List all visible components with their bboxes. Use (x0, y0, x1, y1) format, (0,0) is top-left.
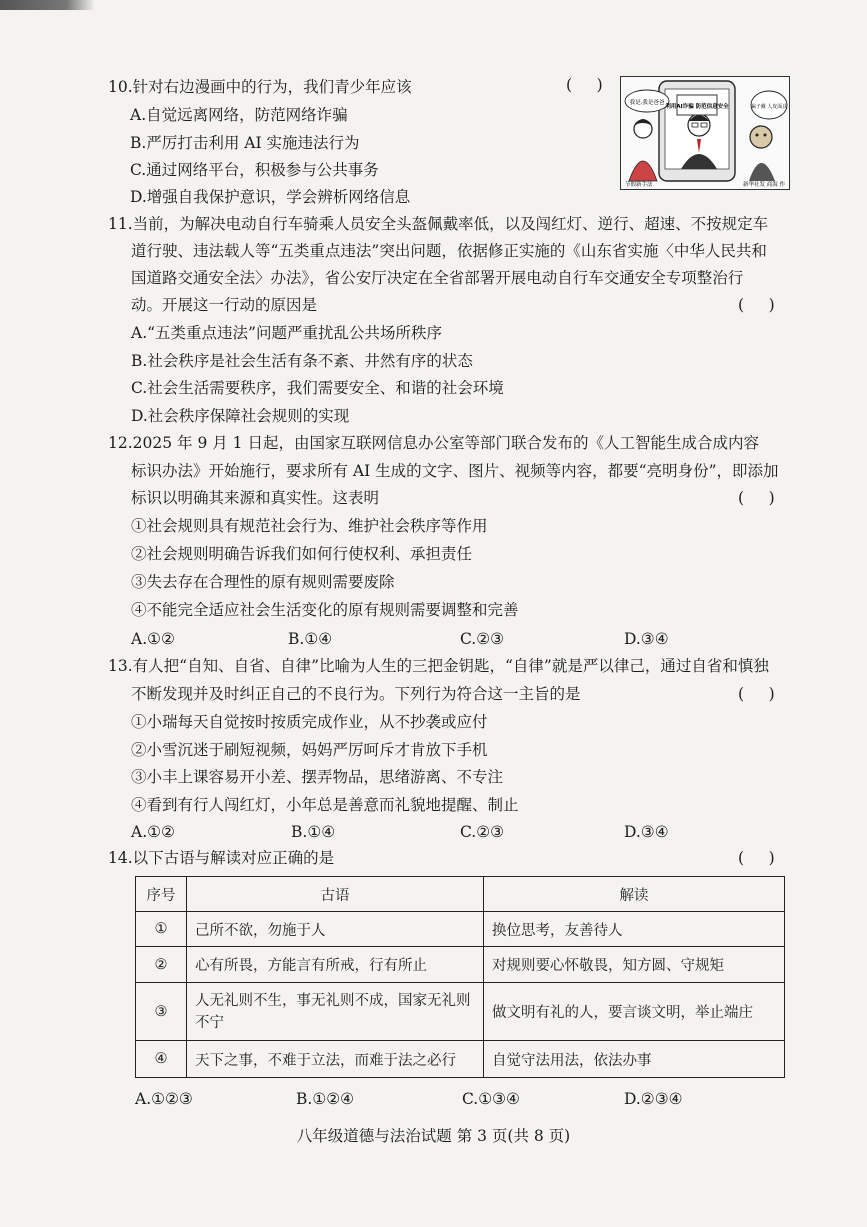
q13-answer-paren[interactable]: ( ) (738, 685, 775, 703)
row-no: ① (136, 912, 187, 947)
q14-stem: 14.以下古语与解读对应正确的是 (108, 849, 335, 867)
q12-choice-c[interactable]: C.②③ (460, 630, 505, 648)
q10-option-d[interactable]: D.增强自我保护意识，学会辨析网络信息 (130, 188, 411, 206)
q12-stem-line-2: 标识办法》开始施行，要求所有 AI 生成的文字、图片、视频等内容，都要“亮明身份”，即添加 (131, 462, 779, 480)
q11-option-d[interactable]: D.社会秩序保障社会规则的实现 (131, 407, 350, 425)
q13-stem-line-2: 不断发现并及时纠正自己的不良行为。下列行为符合这一主旨的是 (131, 685, 581, 703)
q10-option-b[interactable]: B.严厉打击利用 AI 实施违法行为 (130, 134, 360, 152)
row-no: ④ (136, 1041, 187, 1078)
header-no: 序号 (136, 877, 187, 912)
row-guyu: 心有所畏，方能言有所戒，行有所止 (187, 947, 484, 983)
row-jiedu: 换位思考，友善待人 (484, 912, 785, 947)
q11-answer-paren[interactable]: ( ) (738, 296, 775, 314)
q11-option-b[interactable]: B.社会秩序是社会生活有条不紊、井然有序的状态 (131, 352, 473, 370)
header-jiedu: 解读 (484, 877, 785, 912)
cartoon-bubble-center: 利用AI诈骗 防范信息安全 (665, 104, 729, 110)
row-no: ③ (136, 983, 187, 1041)
q14-choice-d[interactable]: D.②③④ (624, 1090, 683, 1108)
scan-smudge (0, 0, 95, 10)
q13-choice-c[interactable]: C.②③ (460, 823, 505, 841)
q10-cartoon (620, 76, 790, 190)
table-row (136, 983, 785, 1041)
q12-stem-line-1: 12.2025 年 9 月 1 日起，由国家互联网信息办公室等部门联合发布的《人工智能生成合成内容 (108, 434, 759, 452)
q14-choice-b[interactable]: B.①②④ (296, 1090, 355, 1108)
q10-option-a[interactable]: A.自觉远离网络，防范网络诈骗 (130, 106, 348, 124)
q11-option-a[interactable]: A.“五类重点违法”问题严重扰乱公共场所秩序 (131, 324, 442, 342)
q13-choice-d[interactable]: D.③④ (624, 823, 669, 841)
cartoon-illustration (621, 77, 789, 189)
q14-choice-a[interactable]: A.①②③ (135, 1090, 193, 1108)
q14-answer-paren[interactable]: ( ) (738, 849, 775, 867)
cartoon-bubble-right: 骗子戴 人皮面具 (750, 104, 788, 110)
q11-stem-line-3: 国道路交通安全法〉办法》，省公安厅决定在全省部署开展电动自行车交通安全专项整治行 (131, 269, 744, 287)
q12-statement-2: ②社会规则明确告诉我们如何行使权利、承担责任 (131, 545, 473, 563)
q13-statement-1: ①小瑞每天自觉按时按质完成作业，从不抄袭或应付 (131, 713, 488, 731)
q12-choice-a[interactable]: A.①② (131, 630, 175, 648)
row-guyu: 己所不欲，勿施于人 (187, 912, 484, 947)
table-header-row (136, 877, 785, 912)
row-jiedu: 对规则要心怀敬畏，知方圆、守规矩 (484, 947, 785, 983)
q12-choice-d[interactable]: D.③④ (624, 630, 669, 648)
q14-choice-c[interactable]: C.①③④ (462, 1090, 520, 1108)
row-jiedu: 做文明有礼的人，要言谈文明，举止端庄 (484, 983, 785, 1041)
table-row (136, 947, 785, 983)
q12-statement-3: ③失去存在合理性的原有规则需要废除 (131, 573, 395, 591)
page-footer: 八年级道德与法治试题 第 3 页(共 8 页) (296, 1127, 571, 1145)
q14-table (135, 876, 785, 1078)
cartoon-caption-left: 节假新手法 (625, 182, 653, 188)
q13-statement-2: ②小雪沉迷于刷短视频，妈妈严厉呵斥才肯放下手机 (131, 741, 488, 759)
q10-answer-paren[interactable]: ( ) (566, 76, 603, 94)
q11-stem-line-4: 动。开展这一行动的原因是 (131, 296, 318, 314)
q10-option-c[interactable]: C.通过网络平台，积极参与公共事务 (130, 161, 379, 179)
q12-choice-b[interactable]: B.①④ (288, 630, 333, 648)
q13-choice-b[interactable]: B.①④ (291, 823, 336, 841)
table-row (136, 912, 785, 947)
table-row (136, 1041, 785, 1078)
q10-stem: 10.针对右边漫画中的行为，我们青少年应该 (108, 78, 412, 96)
q13-choice-a[interactable]: A.①② (131, 823, 175, 841)
cartoon-bubble-left: 我是,我是爸爸 (629, 100, 665, 106)
row-jiedu: 自觉守法用法，依法办事 (484, 1041, 785, 1078)
header-guyu: 古语 (187, 877, 484, 912)
row-guyu: 天下之事，不难于立法，而难于法之必行 (187, 1041, 484, 1078)
q11-stem-line-1: 11.当前，为解决电动自行车骑乘人员安全头盔佩戴率低，以及闯红灯、逆行、超速、不按规定车 (108, 215, 769, 233)
q13-statement-3: ③小丰上课容易开小差、摆弄物品，思绪游离、不专注 (131, 768, 504, 786)
q12-statement-1: ①社会规则具有规范社会行为、维护社会秩序等作用 (131, 517, 488, 535)
q12-stem-line-3: 标识以明确其来源和真实性。这表明 (131, 489, 380, 507)
q13-statement-4: ④看到有行人闯红灯，小年总是善意而礼貌地提醒、制止 (131, 796, 519, 814)
q12-statement-4: ④不能完全适应社会生活变化的原有规则需要调整和完善 (131, 601, 519, 619)
q11-option-c[interactable]: C.社会生活需要秩序，我们需要安全、和谐的社会环境 (131, 379, 504, 397)
q13-stem-line-1: 13.有人把“自知、自省、自律”比喻为人生的三把金钥匙，“自律”就是严以律己，通过自省和慎独 (108, 657, 769, 675)
q11-stem-line-2: 道行驶、违法载人等“五类重点违法”突出问题，依据修正实施的《山东省实施〈中华人民共和 (131, 242, 767, 260)
row-no: ② (136, 947, 187, 983)
cartoon-caption-right: 新华社发 商海 作 (743, 182, 785, 188)
q12-answer-paren[interactable]: ( ) (738, 489, 775, 507)
row-guyu: 人无礼则不生，事无礼则不成，国家无礼则不宁 (187, 983, 484, 1041)
